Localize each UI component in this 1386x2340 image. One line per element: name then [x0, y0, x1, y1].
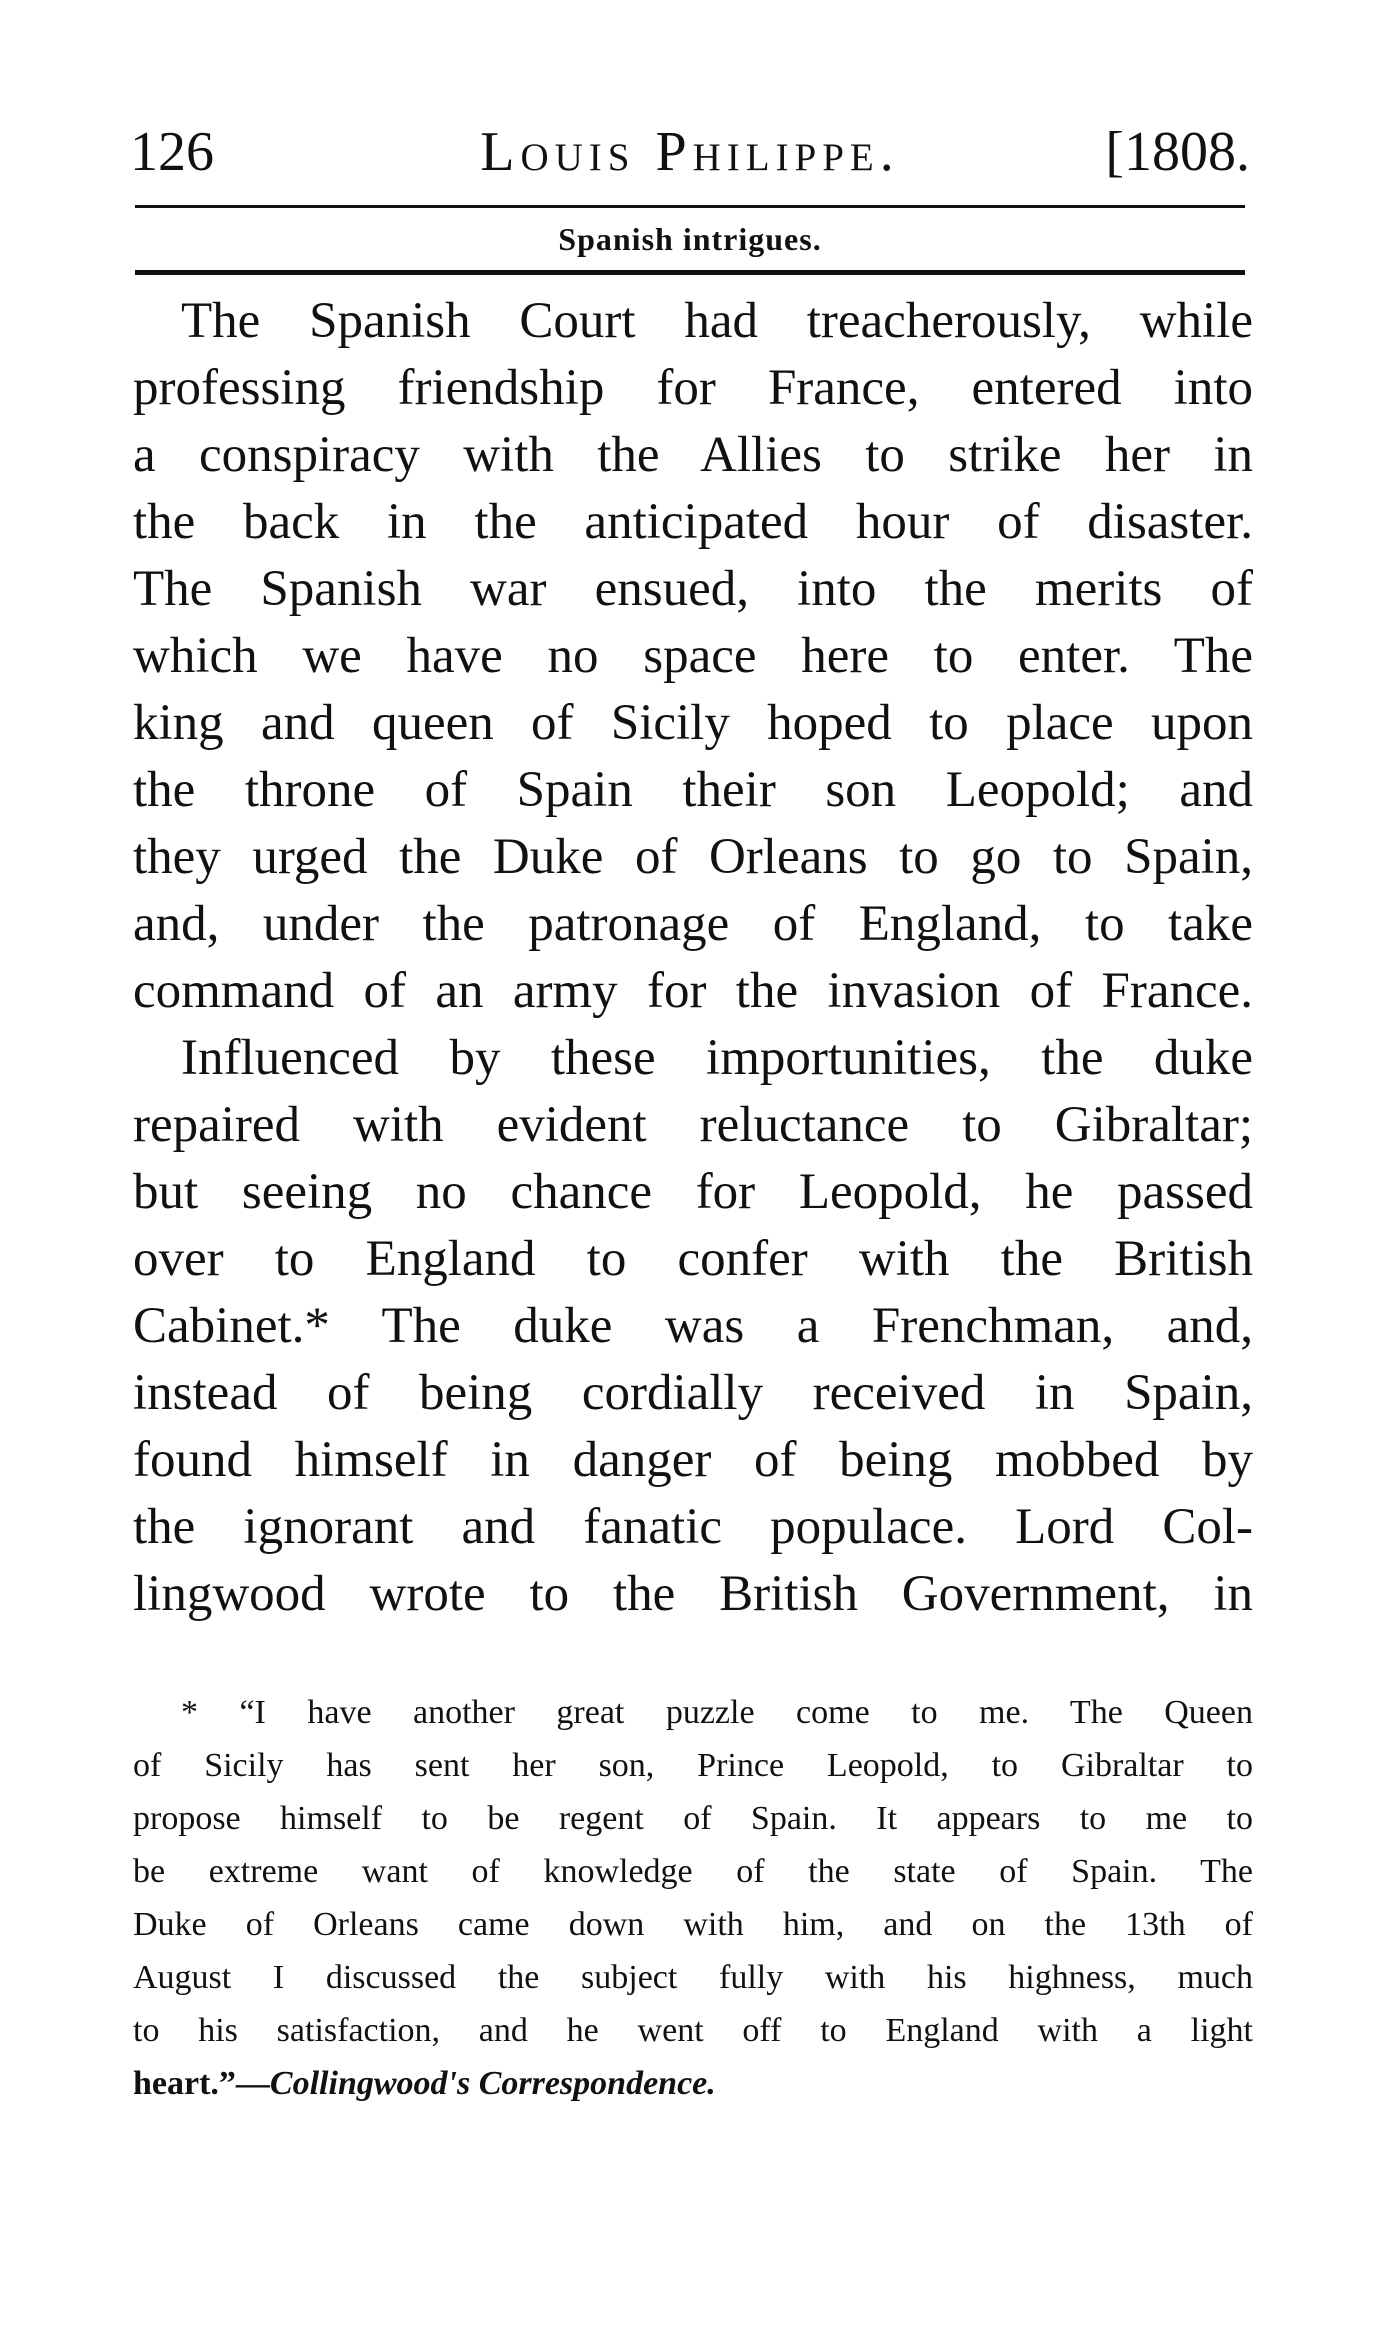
text-line: instead of being cordially received in Spain,: [133, 1365, 1253, 1421]
text-line: the back in the anticipated hour of disaster.: [133, 494, 1253, 550]
header-rule-bottom: [135, 270, 1245, 275]
footnote-line: Duke of Orleans came down with him, and on the 13th of: [133, 1906, 1253, 1943]
text-line: Influenced by these importunities, the duke: [181, 1030, 1253, 1086]
text-line: a conspiracy with the Allies to strike her in: [133, 427, 1253, 483]
footnote-line: August I discussed the subject fully with his highness, much: [133, 1959, 1253, 1996]
text-line: they urged the Duke of Orleans to go to Spain,: [133, 829, 1253, 885]
footnote-line: * “I have another great puzzle come to me. The Queen: [181, 1694, 1253, 1731]
text-line: which we have no space here to enter. The: [133, 628, 1253, 684]
text-line: but seeing no chance for Leopold, he passed: [133, 1164, 1253, 1220]
text-line: found himself in danger of being mobbed by: [133, 1432, 1253, 1488]
page-number: 126: [130, 121, 214, 183]
footnote-closing-text: heart.”—: [133, 2065, 270, 2102]
running-year: [1808.: [1105, 121, 1250, 183]
running-head: [130, 112, 1250, 192]
footnote-line: propose himself to be regent of Spain. It appears to me to: [133, 1800, 1253, 1837]
text-line: The Spanish Court had treacherously, while: [181, 293, 1253, 349]
text-line: king and queen of Sicily hoped to place upon: [133, 695, 1253, 751]
text-line: command of an army for the invasion of France.: [133, 963, 1253, 1019]
footnote: [133, 1686, 1253, 2110]
text-line: The Spanish war ensued, into the merits of: [133, 561, 1253, 617]
footnote-last-line: [133, 2057, 1253, 2110]
header-rule-top: [135, 205, 1245, 208]
text-line: repaired with evident reluctance to Gibraltar;: [133, 1097, 1253, 1153]
footnote-line: to his satisfaction, and he went off to England with a light: [133, 2012, 1253, 2049]
text-line: professing friendship for France, entered into: [133, 360, 1253, 416]
footnote-citation: Collingwood's Correspondence.: [269, 2065, 716, 2102]
text-line: over to England to confer with the British: [133, 1231, 1253, 1287]
body-text: [133, 288, 1253, 1628]
footnote-line: be extreme want of knowledge of the state of Spain. The: [133, 1853, 1253, 1890]
running-title: Louis Philippe.: [480, 121, 900, 183]
text-line: the throne of Spain their son Leopold; and: [133, 762, 1253, 818]
text-line: lingwood wrote to the British Government, in: [133, 1566, 1253, 1622]
text-line: the ignorant and fanatic populace. Lord Col-: [133, 1499, 1253, 1555]
text-line: Cabinet.* The duke was a Frenchman, and,: [133, 1298, 1253, 1354]
text-line: and, under the patronage of England, to take: [133, 896, 1253, 952]
footnote-line: of Sicily has sent her son, Prince Leopold, to Gibraltar to: [133, 1747, 1253, 1784]
section-subheading: Spanish intrigues.: [558, 221, 822, 257]
